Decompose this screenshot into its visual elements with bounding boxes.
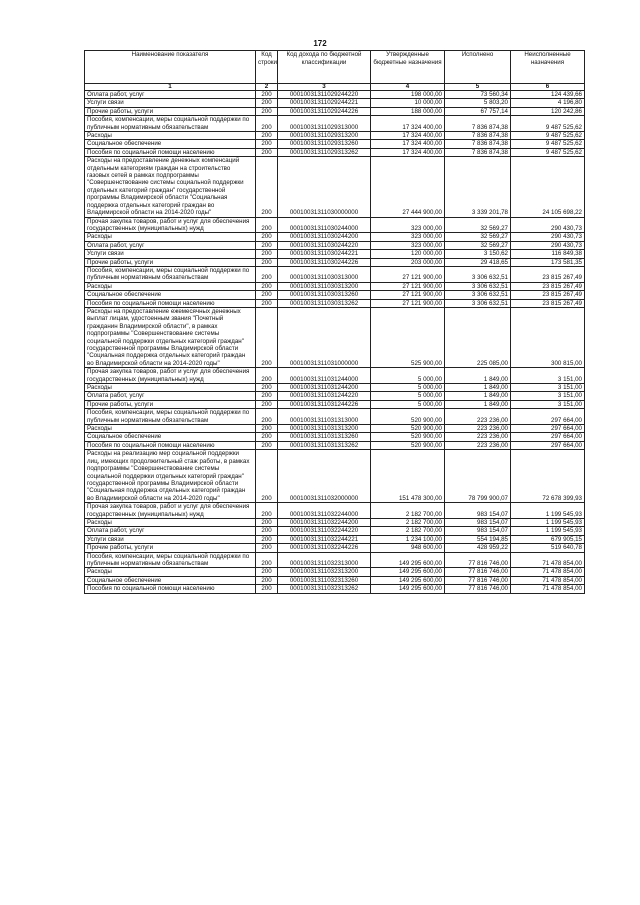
table-row — [85, 307, 585, 367]
row-code: 200 — [256, 241, 278, 249]
budget-code: 00010031311031244200 — [278, 384, 371, 392]
executed-amount: 223 236,00 — [445, 425, 511, 433]
indicator-name: Пособия по социальной помощи населению — [85, 148, 256, 156]
row-code: 200 — [256, 148, 278, 156]
budget-code: 00010031311031313262 — [278, 441, 371, 449]
executed-amount: 3 150,62 — [445, 250, 511, 258]
budget-code: 00010031311031313200 — [278, 425, 371, 433]
table-header-row — [85, 51, 585, 84]
budget-code: 00010031311029313260 — [278, 140, 371, 148]
table-row — [85, 400, 585, 408]
approved-amount: 5 000,00 — [371, 384, 445, 392]
executed-amount: 223 236,00 — [445, 441, 511, 449]
table-row — [85, 425, 585, 433]
approved-amount: 27 444 900,00 — [371, 157, 445, 217]
budget-code: 00010031311030000000 — [278, 157, 371, 217]
unexecuted-amount: 23 815 267,49 — [511, 282, 585, 290]
executed-amount: 7 836 874,38 — [445, 148, 511, 156]
table-row — [85, 535, 585, 543]
indicator-name: Социальное обеспечение — [85, 291, 256, 299]
budget-code: 000100313110292442​20 — [278, 91, 371, 99]
unexecuted-amount: 297 664,00 — [511, 441, 585, 449]
unexecuted-amount: 290 430,73 — [511, 233, 585, 241]
table-row — [85, 441, 585, 449]
row-code: 200 — [256, 503, 278, 519]
executed-amount: 78 799 900,07 — [445, 450, 511, 503]
row-code: 200 — [256, 233, 278, 241]
table-row — [85, 450, 585, 503]
indicator-name: Прочая закупка товаров, работ и услуг для обеспечения государственных (муниципальных) нужд — [85, 217, 256, 233]
executed-amount: 3 339 201,78 — [445, 157, 511, 217]
budget-code: 00010031311030244221 — [278, 250, 371, 258]
unexecuted-amount: 1 199 545,93 — [511, 518, 585, 526]
table-row — [85, 585, 585, 593]
unexecuted-amount: 71 478 854,00 — [511, 576, 585, 584]
table-row — [85, 99, 585, 107]
indicator-name: Социальное обеспечение — [85, 140, 256, 148]
approved-amount: 198 000,00 — [371, 91, 445, 99]
page-number: 172 — [313, 39, 327, 48]
indicator-name: Пособия по социальной помощи населению — [85, 585, 256, 593]
unexecuted-amount: 23 815 267,49 — [511, 266, 585, 282]
header-row-code: Код строки — [256, 51, 278, 84]
executed-amount: 223 236,00 — [445, 409, 511, 425]
table-row — [85, 250, 585, 258]
budget-code: 00010031311030313000 — [278, 266, 371, 282]
row-code: 200 — [256, 384, 278, 392]
indicator-name: Услуги связи — [85, 99, 256, 107]
executed-amount: 983 154,07 — [445, 503, 511, 519]
approved-amount: 525 900,00 — [371, 307, 445, 367]
approved-amount: 520 900,00 — [371, 425, 445, 433]
budget-code: 00010031311032244221 — [278, 535, 371, 543]
indicator-name: Оплата работ, услуг — [85, 241, 256, 249]
approved-amount: 27 121 900,00 — [371, 266, 445, 282]
executed-amount: 32 569,27 — [445, 217, 511, 233]
unexecuted-amount: 290 430,73 — [511, 217, 585, 233]
unexecuted-amount: 71 478 854,00 — [511, 585, 585, 593]
indicator-name: Оплата работ, услуг — [85, 392, 256, 400]
executed-amount: 77 816 746,00 — [445, 552, 511, 568]
unexecuted-amount: 9 487 525,62 — [511, 148, 585, 156]
row-code: 200 — [256, 91, 278, 99]
budget-execution-table — [84, 50, 585, 594]
executed-amount: 3 306 632,51 — [445, 299, 511, 307]
unexecuted-amount: 9 487 525,62 — [511, 132, 585, 140]
budget-code: 00010031311032313200 — [278, 568, 371, 576]
executed-amount: 77 816 746,00 — [445, 585, 511, 593]
header-budget-code: Код дохода по бюджетной классификации — [278, 51, 371, 84]
executed-amount: 67 757,14 — [445, 107, 511, 115]
unexecuted-amount: 1 199 545,93 — [511, 503, 585, 519]
budget-code: 00010031311031313260 — [278, 433, 371, 441]
approved-amount: 149 295 600,00 — [371, 585, 445, 593]
column-number: 4 — [371, 84, 445, 91]
unexecuted-amount: 116 849,38 — [511, 250, 585, 258]
unexecuted-amount: 1 199 545,93 — [511, 527, 585, 535]
table-row — [85, 91, 585, 99]
approved-amount: 27 121 900,00 — [371, 299, 445, 307]
table-row — [85, 576, 585, 584]
unexecuted-amount: 297 664,00 — [511, 409, 585, 425]
budget-code: 00010031311030313262 — [278, 299, 371, 307]
row-code: 200 — [256, 107, 278, 115]
budget-code: 00010031311029244221 — [278, 99, 371, 107]
table-row — [85, 291, 585, 299]
unexecuted-amount: 71 478 854,00 — [511, 568, 585, 576]
executed-amount: 225 085,00 — [445, 307, 511, 367]
approved-amount: 323 000,00 — [371, 233, 445, 241]
unexecuted-amount: 23 815 267,49 — [511, 299, 585, 307]
executed-amount: 3 306 632,51 — [445, 291, 511, 299]
table-row — [85, 409, 585, 425]
indicator-name: Пособия, компенсации, меры социальной поддержки по публичным нормативным обязательствам — [85, 409, 256, 425]
indicator-name: Пособия по социальной помощи населению — [85, 299, 256, 307]
approved-amount: 27 121 900,00 — [371, 282, 445, 290]
header-unexecuted: Неисполненные назначения — [511, 51, 585, 84]
indicator-name: Социальное обеспечение — [85, 433, 256, 441]
unexecuted-amount: 519 640,78 — [511, 544, 585, 552]
row-code: 200 — [256, 576, 278, 584]
row-code: 200 — [256, 552, 278, 568]
unexecuted-amount: 3 151,00 — [511, 368, 585, 384]
executed-amount: 73 560,34 — [445, 91, 511, 99]
indicator-name: Прочие работы, услуги — [85, 400, 256, 408]
table-row — [85, 552, 585, 568]
approved-amount: 120 000,00 — [371, 250, 445, 258]
approved-amount: 5 000,00 — [371, 368, 445, 384]
row-code: 200 — [256, 450, 278, 503]
row-code: 200 — [256, 409, 278, 425]
executed-amount: 1 849,00 — [445, 384, 511, 392]
executed-amount: 1 849,00 — [445, 392, 511, 400]
table-row — [85, 233, 585, 241]
unexecuted-amount: 9 487 525,62 — [511, 140, 585, 148]
executed-amount: 32 569,27 — [445, 241, 511, 249]
row-code: 200 — [256, 392, 278, 400]
budget-code: 00010031311029313000 — [278, 116, 371, 132]
approved-amount: 2 182 700,00 — [371, 527, 445, 535]
table-row — [85, 107, 585, 115]
approved-amount: 520 900,00 — [371, 433, 445, 441]
executed-amount: 32 569,27 — [445, 233, 511, 241]
approved-amount: 5 000,00 — [371, 392, 445, 400]
column-number: 1 — [85, 84, 256, 91]
table-row — [85, 148, 585, 156]
unexecuted-amount: 72 678 399,93 — [511, 450, 585, 503]
indicator-name: Расходы — [85, 282, 256, 290]
indicator-name: Расходы — [85, 384, 256, 392]
approved-amount: 149 295 600,00 — [371, 576, 445, 584]
executed-amount: 7 836 874,38 — [445, 116, 511, 132]
table-row — [85, 132, 585, 140]
budget-code: 00010031311032244000 — [278, 503, 371, 519]
approved-amount: 2 182 700,00 — [371, 518, 445, 526]
approved-amount: 323 000,00 — [371, 217, 445, 233]
indicator-name: Расходы на реализацию мер социальной поддержки лиц, имеющих продолжительный стаж работы, в рамках подпрограммы "Совершенствование системы социальной поддержки отдельных категорий граждан" государственной программы Владимирской области "Социальная поддержка отдельных категорий граждан во Владимирской области на 2014-2020 годы" — [85, 450, 256, 503]
approved-amount: 17 324 400,00 — [371, 116, 445, 132]
table-row — [85, 217, 585, 233]
unexecuted-amount: 3 151,00 — [511, 384, 585, 392]
indicator-name: Расходы на предоставление ежемесячных денежных выплат лицам, удостоенным звания "Почетный гражданин Владимирской области", в рамках подпрограммы "Совершенствование системы социальной поддержки отдельных категорий граждан" государственной программы Владимирской области "Социальная поддержка отдельных категорий граждан во Владимирской области на 2014-2020 годы" — [85, 307, 256, 367]
approved-amount: 17 324 400,00 — [371, 140, 445, 148]
unexecuted-amount: 3 151,00 — [511, 392, 585, 400]
row-code: 200 — [256, 250, 278, 258]
executed-amount: 983 154,07 — [445, 518, 511, 526]
approved-amount: 27 121 900,00 — [371, 291, 445, 299]
executed-amount: 223 236,00 — [445, 433, 511, 441]
executed-amount: 428 959,22 — [445, 544, 511, 552]
row-code: 200 — [256, 527, 278, 535]
executed-amount: 3 306 632,51 — [445, 282, 511, 290]
row-code: 200 — [256, 217, 278, 233]
executed-amount: 77 816 746,00 — [445, 568, 511, 576]
indicator-name: Пособия по социальной помощи населению — [85, 441, 256, 449]
header-approved: Утвержденные бюджетные назначения — [371, 51, 445, 84]
unexecuted-amount: 24 105 698,22 — [511, 157, 585, 217]
approved-amount: 1 234 100,00 — [371, 535, 445, 543]
table-row — [85, 258, 585, 266]
budget-code: 00010031311032244200 — [278, 518, 371, 526]
unexecuted-amount: 297 664,00 — [511, 425, 585, 433]
table-row — [85, 368, 585, 384]
budget-code: 00010031311032313262 — [278, 585, 371, 593]
table-row — [85, 384, 585, 392]
unexecuted-amount: 23 815 267,49 — [511, 291, 585, 299]
row-code: 200 — [256, 140, 278, 148]
column-number: 5 — [445, 84, 511, 91]
indicator-name: Пособия, компенсации, меры социальной поддержки по публичным нормативным обязательствам — [85, 116, 256, 132]
table-row — [85, 299, 585, 307]
indicator-name: Прочие работы, услуги — [85, 544, 256, 552]
approved-amount: 149 295 600,00 — [371, 568, 445, 576]
budget-code: 00010031311031000000 — [278, 307, 371, 367]
row-code: 200 — [256, 368, 278, 384]
table-row — [85, 157, 585, 217]
budget-code: 00010031311031244220 — [278, 392, 371, 400]
budget-code: 00010031311032244226 — [278, 544, 371, 552]
approved-amount: 203 000,00 — [371, 258, 445, 266]
unexecuted-amount: 300 815,00 — [511, 307, 585, 367]
indicator-name: Прочие работы, услуги — [85, 107, 256, 115]
row-code: 200 — [256, 116, 278, 132]
approved-amount: 2 182 700,00 — [371, 503, 445, 519]
row-code: 200 — [256, 518, 278, 526]
indicator-name: Пособия, компенсации, меры социальной поддержки по публичным нормативным обязательствам — [85, 266, 256, 282]
executed-amount: 77 816 746,00 — [445, 576, 511, 584]
row-code: 200 — [256, 99, 278, 107]
table-row — [85, 503, 585, 519]
approved-amount: 149 295 600,00 — [371, 552, 445, 568]
budget-code: 00010031311031244000 — [278, 368, 371, 384]
executed-amount: 1 849,00 — [445, 368, 511, 384]
unexecuted-amount: 9 487 525,62 — [511, 116, 585, 132]
indicator-name: Прочая закупка товаров, работ и услуг для обеспечения государственных (муниципальных) нужд — [85, 368, 256, 384]
indicator-name: Расходы — [85, 233, 256, 241]
indicator-name: Услуги связи — [85, 250, 256, 258]
column-number-row — [85, 84, 585, 91]
table-row — [85, 282, 585, 290]
approved-amount: 17 324 400,00 — [371, 148, 445, 156]
indicator-name: Расходы — [85, 568, 256, 576]
executed-amount: 983 154,07 — [445, 527, 511, 535]
column-number: 2 — [256, 84, 278, 91]
unexecuted-amount: 679 905,15 — [511, 535, 585, 543]
unexecuted-amount: 124 439,66 — [511, 91, 585, 99]
table-row — [85, 140, 585, 148]
indicator-name: Расходы — [85, 518, 256, 526]
indicator-name: Расходы — [85, 132, 256, 140]
executed-amount: 554 194,85 — [445, 535, 511, 543]
table-row — [85, 527, 585, 535]
table-body — [85, 91, 585, 594]
approved-amount: 520 900,00 — [371, 441, 445, 449]
indicator-name: Оплата работ, услуг — [85, 91, 256, 99]
indicator-name: Прочая закупка товаров, работ и услуг для обеспечения государственных (муниципальных) нужд — [85, 503, 256, 519]
budget-code: 00010031311030244000 — [278, 217, 371, 233]
budget-code: 00010031311030244226 — [278, 258, 371, 266]
executed-amount: 3 306 632,51 — [445, 266, 511, 282]
row-code: 200 — [256, 307, 278, 367]
indicator-name: Услуги связи — [85, 535, 256, 543]
executed-amount: 5 803,20 — [445, 99, 511, 107]
row-code: 200 — [256, 544, 278, 552]
budget-code: 00010031311032000000 — [278, 450, 371, 503]
table-row — [85, 433, 585, 441]
row-code: 200 — [256, 282, 278, 290]
approved-amount: 323 000,00 — [371, 241, 445, 249]
row-code: 200 — [256, 433, 278, 441]
indicator-name: Социальное обеспечение — [85, 576, 256, 584]
indicator-name: Пособия, компенсации, меры социальной поддержки по публичным нормативным обязательствам — [85, 552, 256, 568]
row-code: 200 — [256, 400, 278, 408]
executed-amount: 7 836 874,38 — [445, 140, 511, 148]
indicator-name: Расходы на предоставление денежных компенсаций отдельным категориям граждан на строительство газовых сетей в рамках подпрограммы "Совершенствование системы социальной поддержки отдельных категорий граждан" государственной программы Владимирской области "Социальная поддержка отдельных категорий граждан во Владимирской области на 2014-2020 годы" — [85, 157, 256, 217]
row-code: 200 — [256, 258, 278, 266]
indicator-name: Расходы — [85, 425, 256, 433]
row-code: 200 — [256, 535, 278, 543]
executed-amount: 29 418,65 — [445, 258, 511, 266]
table-row — [85, 266, 585, 282]
table-row — [85, 241, 585, 249]
unexecuted-amount: 173 581,35 — [511, 258, 585, 266]
budget-code: 00010031311030244200 — [278, 233, 371, 241]
approved-amount: 10 000,00 — [371, 99, 445, 107]
table-row — [85, 518, 585, 526]
row-code: 200 — [256, 425, 278, 433]
row-code: 200 — [256, 266, 278, 282]
budget-code: 00010031311030244220 — [278, 241, 371, 249]
budget-code: 00010031311032244220 — [278, 527, 371, 535]
budget-code: 00010031311029313262 — [278, 148, 371, 156]
column-number: 3 — [278, 84, 371, 91]
approved-amount: 17 324 400,00 — [371, 132, 445, 140]
unexecuted-amount: 290 430,73 — [511, 241, 585, 249]
unexecuted-amount: 4 196,80 — [511, 99, 585, 107]
indicator-name: Прочие работы, услуги — [85, 258, 256, 266]
budget-code: 00010031311032313000 — [278, 552, 371, 568]
table-row — [85, 544, 585, 552]
approved-amount: 151 478 300,00 — [371, 450, 445, 503]
row-code: 200 — [256, 157, 278, 217]
table-row — [85, 116, 585, 132]
budget-code: 00010031311030313200 — [278, 282, 371, 290]
approved-amount: 188 000,00 — [371, 107, 445, 115]
approved-amount: 948 600,00 — [371, 544, 445, 552]
budget-code: 00010031311030313260 — [278, 291, 371, 299]
budget-code: 00010031311029313200 — [278, 132, 371, 140]
budget-code: 00010031311029244226 — [278, 107, 371, 115]
table-row — [85, 568, 585, 576]
approved-amount: 5 000,00 — [371, 400, 445, 408]
row-code: 200 — [256, 132, 278, 140]
row-code: 200 — [256, 585, 278, 593]
executed-amount: 7 836 874,38 — [445, 132, 511, 140]
executed-amount: 1 849,00 — [445, 400, 511, 408]
row-code: 200 — [256, 291, 278, 299]
table-row — [85, 392, 585, 400]
header-executed: Исполнено — [445, 51, 511, 84]
column-number: 6 — [511, 84, 585, 91]
header-name: Наименование показателя — [85, 51, 256, 84]
unexecuted-amount: 297 664,00 — [511, 433, 585, 441]
budget-code: 00010031311031244226 — [278, 400, 371, 408]
unexecuted-amount: 71 478 854,00 — [511, 552, 585, 568]
approved-amount: 520 900,00 — [371, 409, 445, 425]
unexecuted-amount: 120 242,86 — [511, 107, 585, 115]
row-code: 200 — [256, 441, 278, 449]
indicator-name: Оплата работ, услуг — [85, 527, 256, 535]
row-code: 200 — [256, 568, 278, 576]
budget-code: 00010031311031313000 — [278, 409, 371, 425]
budget-code: 00010031311032313260 — [278, 576, 371, 584]
unexecuted-amount: 3 151,00 — [511, 400, 585, 408]
row-code: 200 — [256, 299, 278, 307]
